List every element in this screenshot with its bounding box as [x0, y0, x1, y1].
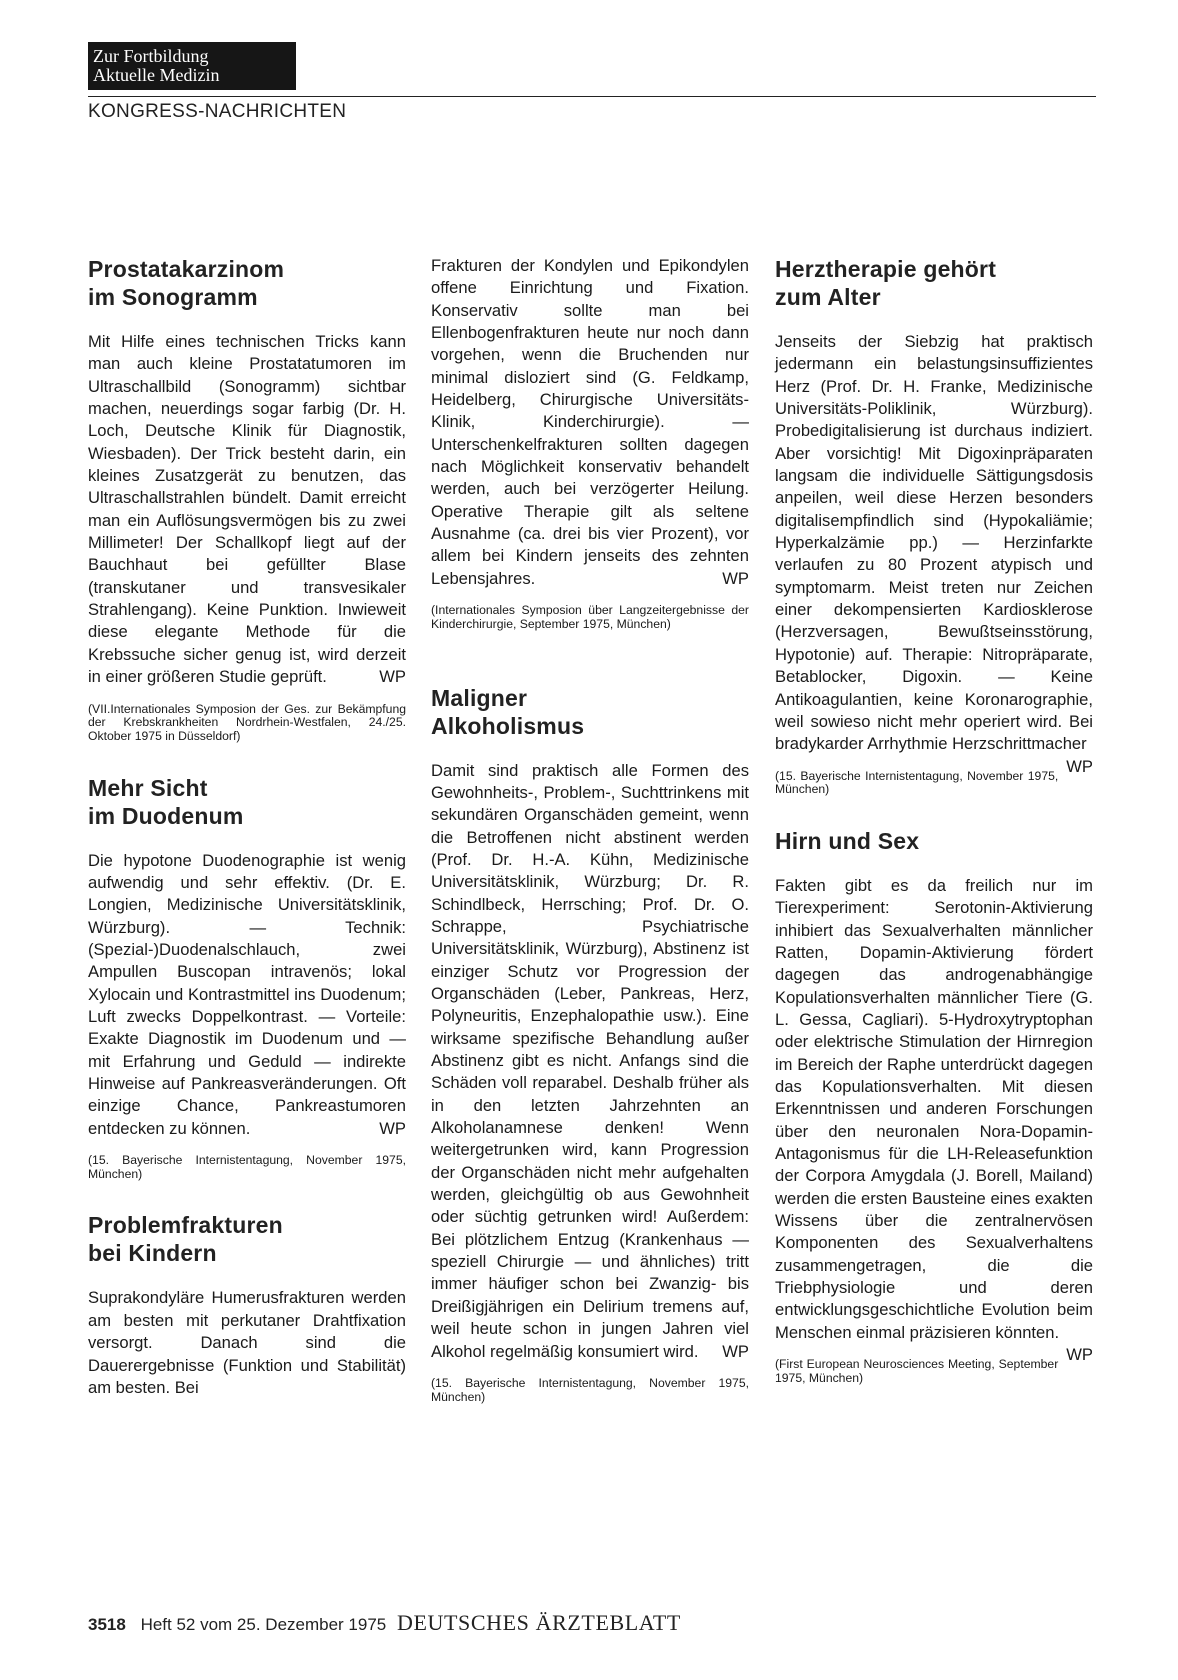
- author-initials: WP: [379, 667, 406, 687]
- article-hirn-und-sex: [775, 827, 1093, 1386]
- column-1: [88, 255, 406, 1429]
- title-line-2: im Duodenum: [88, 802, 244, 829]
- article-title: [88, 774, 406, 830]
- body-text: Frakturen der Kondylen und Epikondylen offene Einrichtung und Fixation. Konservativ sollte man bei Ellenbogenfrakturen heute nur noch dann vorgehen, wenn die Bruchenden nur minimal disloziert sind (G. Feldkamp, Heidelberg, Chirurgische Universitäts-Klinik, Kinderchirurgie). — Unterschenkelfrakturen sollten dagegen nach Möglichkeit konservativ behandelt werden, auch bei verzögerter Heilung. Operative Therapie gilt als seltene Ausnahme (ca. drei bis vier Prozent), vor allem bei Kindern jenseits des zehnten Lebensjahres.: [431, 256, 749, 588]
- title-line-1: Problemfrakturen: [88, 1212, 283, 1239]
- body-text: Fakten gibt es da freilich nur im Tierexperiment: Serotonin-Aktivierung inhibiert das Sexualverhalten männlicher Ratten, Dopamin-Aktivierung fördert dagegen das androgenabhängige Kopulationsverhalten männlicher Tiere (G. L. Gessa, Cagliari). 5-Hydroxytryptophan oder elektrische Stimulation der Hirnregion im Bereich der Raphe unterdrückt dagegen das Kopulationsverhalten. Mit diesen Erkenntnissen und anderen Forschungen über den neuronalen Nora-Dopamin-Antagonismus für die LH-Releasefunktion der Corpora Amygdala (J. Borell, Mailand) werden die ersten Bausteine eines exakten Wissens über die zentralnervösen Komponenten des Sexualverhaltens zusammengetragen, die die Triebphysiologie und deren entwicklungsgeschichtliche Evolution beim Menschen einmal präzisieren könnten.: [775, 875, 1093, 1342]
- author-initials: WP: [379, 1118, 406, 1138]
- title-line-2: Alkoholismus: [431, 712, 585, 739]
- author-initials: WP: [1066, 1345, 1093, 1365]
- body-text: Mit Hilfe eines technischen Tricks kann man auch kleine Prostatatumoren im Ultraschallbild (Sonogramm) sichtbar machen, neuerdings sogar farbig (Dr. H. Loch, Deutsche Klinik für Diagnostik, Wiesbaden). Der Trick besteht darin, ein kleines Zusatzgerät zu benutzen, das Ultraschallstrahlen bündelt. Damit erreicht man ein Auflösungsvermögen bis zu zwei Millimeter! Der Schallkopf liegt auf der Bauchhaut bei gefüllter Blase (transkutaner und transvesikaler Strahlengang). Keine Punktion. Inwieweit diese elegante Methode für die Krebssuche sicher genug ist, wird derzeit in einer größeren Studie geprüft.: [88, 332, 406, 687]
- article-title: [775, 827, 1093, 855]
- article-title: [775, 255, 1093, 311]
- source-note: (VII.Internationales Symposion der Ges. zur Bekämpfung der Krebskrankheiten Nordrhein-Westfalen, 24./25. Oktober 1975 in Düsseldorf): [88, 701, 406, 743]
- article-alkoholismus: [431, 684, 749, 1405]
- article-prostatakarzinom: [88, 255, 406, 744]
- article-duodenum: [88, 774, 406, 1182]
- article-herztherapie: [775, 255, 1093, 797]
- source-note: (First European Neurosciences Meeting, September 1975, München): [775, 1357, 1059, 1385]
- body-text: Jenseits der Siebzig hat praktisch jedermann ein belastungsinsuffizientes Herz (Prof. Dr. H. Franke, Medizinische Universitäts-Poliklinik, Würzburg). Probedigitalisierung ist durchaus indiziert. Aber vorsichtig! Mit Digoxinpräparaten langsam die individuelle Sättigungsdosis anpeilen, weil diese Herzen besonders digitalisempfindlich sind (Hypokaliämie; Hyperkalzämie pp.) — Herzinfarkte verlaufen zu 80 Prozent atypisch und symptomarm. Meist treten nur Zeichen einer dekompensierten Kardiosklerose (Herzversagen, Bewußtseinsstörung, Hypotonie) auf. Therapie: Nitropräparate, Betablocker, Digoxin. — Keine Antikoagulantien, keine Koronarographie, weil sowieso nicht mehr operiert wird. Bei bradykarder Arrhythmie Herzschrittmacher: [775, 332, 1093, 754]
- title-line-1: Maligner: [431, 684, 528, 711]
- article-body: [88, 1287, 406, 1399]
- section-label: KONGRESS-NACHRICHTEN: [88, 101, 347, 122]
- author-initials: WP: [1066, 756, 1093, 776]
- header-rule: [88, 96, 1096, 97]
- title-line-2: bei Kindern: [88, 1240, 217, 1267]
- title-line-2: im Sonogramm: [88, 284, 258, 310]
- article-problemfrakturen: [88, 1211, 406, 1399]
- body-text: Die hypotone Duodenographie ist wenig aufwendig und sehr effektiv. (Dr. E. Longien, Medizinische Universitätsklinik, Würzburg). — Technik: (Spezial-)Duodenalschlauch, zwei Ampullen Buscopan intravenös; lokal Xylocain und Kontrastmittel ins Duodenum; Luft zwecks Doppelkontrast. — Vorteile: Exakte Diagnostik im Duodenum und — mit Erfahrung und Geduld — indirekte Hinweise auf Pankreasveränderungen. Oft einzige Chance, Pankreastumoren entdecken zu können.: [88, 850, 406, 1138]
- title-line-2: zum Alter: [775, 284, 881, 310]
- page-number: 3518: [88, 1615, 126, 1634]
- rubric-box: [88, 42, 296, 90]
- column-3: [775, 255, 1093, 1416]
- article-body: [775, 875, 1093, 1365]
- article-title: [88, 255, 406, 311]
- title-line-1: Hirn und Sex: [775, 827, 920, 854]
- journal-name: DEUTSCHES ÄRZTEBLATT: [396, 1610, 681, 1635]
- article-body: [88, 331, 406, 689]
- article-body: [775, 331, 1093, 776]
- source-note: (15. Bayerische Internistentagung, November 1975, München): [431, 1375, 749, 1404]
- article-title: [431, 684, 749, 740]
- title-line-1: Herztherapie gehört: [775, 256, 997, 282]
- rubric-line-1: Zur Fortbildung: [93, 46, 209, 66]
- article-problemfrakturen-continued: [431, 255, 749, 632]
- source-note: (Internationales Symposion über Langzeitergebnisse der Kinderchirurgie, September 1975, München): [431, 603, 749, 631]
- title-line-1: Mehr Sicht: [88, 774, 208, 801]
- article-title: [88, 1211, 406, 1267]
- author-initials: WP: [722, 1341, 749, 1361]
- article-body: [88, 850, 406, 1140]
- issue-info: Heft 52 vom 25. Dezember 1975: [140, 1615, 387, 1634]
- column-2: [431, 255, 749, 1434]
- page-footer: [88, 1610, 681, 1636]
- article-body: [431, 255, 749, 590]
- body-text: Damit sind praktisch alle Formen des Gewohnheits-, Problem-, Suchttrinkens mit sekundären Organschäden gemeint, wenn die Betroffenen nicht abstinent werden (Prof. Dr. H.-A. Kühn, Medizinische Universitätsklinik, Würzburg; Dr. R. Schindlbeck, Herrsching; Prof. Dr. O. Schrappe, Psychiatrische Universitätsklinik, Würzburg), Abstinenz ist einziger Schutz vor Progression der Organschäden (Leber, Pankreas, Herz, Polyneuritis, Enzephalopathie usw.). Eine wirksame spezifische Behandlung außer Abstinenz gibt es nicht. Anfangs sind die Schäden voll reparabel. Deshalb früher als in den letzten Jahrzehnten an Alkoholanamnese denken! Wenn weitergetrunken wird, kann Progression der Organschäden nicht mehr aufgehalten werden, gleichgültig ob aus Gewohnheit oder süchtig getrunken wird! Außerdem: Bei plötzlichem Entzug (Krankenhaus — speziell Chirurgie — und ähnliches) tritt immer häufiger schon bei Zwanzig- bis Dreißigjährigen ein Delirium tremens auf, weil heute schon in jungen Jahren viel Alkohol regelmäßig konsumiert wird.: [431, 760, 749, 1361]
- article-body: [431, 760, 749, 1363]
- body-text: Suprakondyläre Humerusfrakturen werden am besten mit perkutaner Drahtfixation versorgt. Danach sind die Dauerergebnisse (Funktion und Stabilität) am besten. Bei: [88, 1288, 406, 1397]
- author-initials: WP: [722, 568, 749, 588]
- title-line-1: Prostatakarzinom: [88, 256, 285, 282]
- source-note: (15. Bayerische Internistentagung, November 1975, München): [775, 768, 1059, 797]
- source-note: (15. Bayerische Internistentagung, November 1975, München): [88, 1153, 406, 1181]
- rubric-line-2: Aktuelle Medizin: [93, 65, 220, 85]
